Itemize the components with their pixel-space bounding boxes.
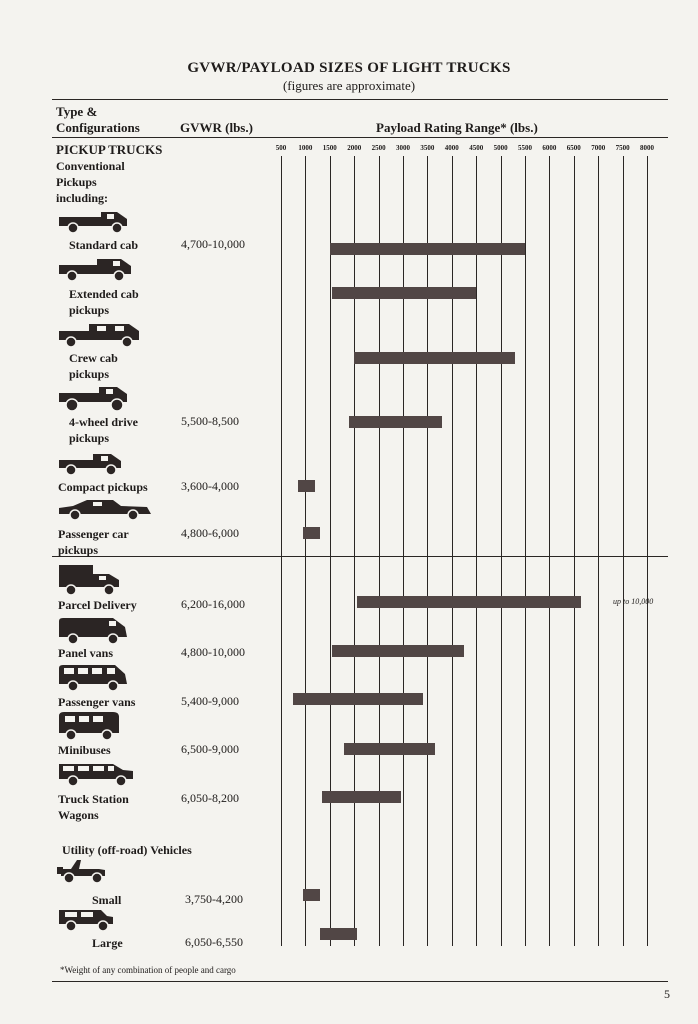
- vehicle-label: Passenger vans: [58, 695, 136, 709]
- gvwr-value: 3,750-4,200: [185, 892, 243, 906]
- gridline: [647, 156, 648, 946]
- vehicle-label: Compact pickups: [58, 480, 148, 494]
- tick-label: 500: [275, 144, 287, 152]
- vehicle-label: Standard cab: [69, 238, 139, 252]
- gridline: [549, 156, 550, 946]
- page-subtitle: (figures are approximate): [282, 78, 416, 93]
- payload-range-bar: [320, 928, 357, 940]
- gridline: [598, 156, 599, 946]
- section-pickups-line4: including:: [56, 191, 109, 205]
- gridline: [623, 156, 624, 946]
- section-pickups-heading: PICKUP TRUCKS: [56, 142, 163, 157]
- payload-range-bar: [303, 889, 320, 901]
- payload-range-bar: [349, 416, 442, 428]
- gridline: [452, 156, 453, 946]
- tick-label: 2000: [347, 144, 362, 152]
- payload-range-bar: [322, 791, 400, 803]
- vehicle-label: pickups: [69, 431, 110, 445]
- payload-range-bar: [344, 743, 434, 755]
- vehicle-label: pickups: [69, 303, 110, 317]
- vehicle-label: Parcel Delivery: [58, 598, 137, 612]
- tick-label: 3000: [396, 144, 410, 152]
- tick-label: 2500: [371, 144, 386, 152]
- bottom-rule: [52, 981, 668, 982]
- gvwr-value: 6,050-8,200: [181, 791, 239, 805]
- tick-label: 1000: [298, 144, 313, 152]
- tick-label: 7500: [615, 144, 630, 152]
- payload-range-bar: [303, 527, 320, 539]
- gvwr-value: 4,800-10,000: [181, 645, 245, 659]
- range-note: up to 10,000: [613, 597, 654, 606]
- tick-label: 4500: [469, 144, 484, 152]
- vehicle-label: Panel vans: [58, 646, 114, 660]
- tick-label: 7000: [591, 144, 606, 152]
- payload-range-bar: [293, 693, 422, 705]
- gridline: [330, 156, 331, 946]
- vehicle-label: Minibuses: [58, 743, 111, 757]
- payload-range-bar: [332, 645, 464, 657]
- tick-label: 5500: [518, 144, 532, 152]
- tick-label: 6500: [566, 144, 581, 152]
- vehicle-label: Wagons: [58, 808, 99, 822]
- tick-label: 3500: [420, 144, 435, 152]
- gvwr-value: 6,200-16,000: [181, 597, 245, 611]
- payload-range-bar: [330, 243, 525, 255]
- header-type-line2: Configurations: [56, 120, 140, 135]
- payload-range-bar: [354, 352, 515, 364]
- tick-label: 4000: [444, 144, 459, 152]
- section-utility-heading: Utility (off-road) Vehicles: [62, 843, 192, 857]
- header-rule: [52, 137, 668, 138]
- vehicle-label: pickups: [69, 367, 110, 381]
- gridline: [281, 156, 282, 946]
- header-type-line1: Type &: [56, 104, 98, 119]
- gridline: [427, 156, 428, 946]
- section-pickups-line2: Conventional: [56, 159, 125, 173]
- gvwr-value: 5,400-9,000: [181, 694, 239, 708]
- payload-range-bar: [332, 287, 476, 299]
- gridline: [354, 156, 355, 946]
- vehicle-label: Truck Station: [58, 792, 129, 806]
- gridline: [305, 156, 306, 946]
- page-title: GVWR/PAYLOAD SIZES OF LIGHT TRUCKS: [187, 60, 511, 76]
- gridline: [403, 156, 404, 946]
- section-pickups-line3: Pickups: [56, 175, 97, 189]
- tick-label: 8000: [640, 144, 654, 152]
- gvwr-value: 6,500-9,000: [181, 742, 239, 756]
- gvwr-value: 5,500-8,500: [181, 414, 239, 428]
- vehicle-label: Passenger car: [58, 527, 129, 541]
- gvwr-value: 4,800-6,000: [181, 526, 239, 540]
- top-rule: [52, 99, 668, 100]
- payload-range-bar: [298, 480, 315, 492]
- tick-label: 5000: [493, 144, 508, 152]
- gridline: [379, 156, 380, 946]
- gvwr-value: 3,600-4,000: [181, 479, 239, 493]
- gridline: [574, 156, 575, 946]
- page-number: 5: [664, 987, 670, 1001]
- header-gvwr: GVWR (lbs.): [180, 120, 253, 135]
- footnote: *Weight of any combination of people and cargo: [60, 965, 236, 975]
- gridline: [476, 156, 477, 946]
- tick-label: 1500: [322, 144, 337, 152]
- tick-label: 6000: [542, 144, 557, 152]
- gvwr-value: 4,700-10,000: [181, 237, 245, 251]
- gridline: [525, 156, 526, 946]
- vehicle-label: Crew cab: [69, 351, 118, 365]
- payload-range-bar: [357, 596, 581, 608]
- section-divider: [52, 556, 668, 557]
- gvwr-value: 6,050-6,550: [185, 935, 243, 949]
- jeep-icon: [57, 858, 157, 895]
- vehicle-label: Extended cab: [69, 287, 139, 301]
- vehicle-label: Large: [92, 936, 123, 950]
- header-payload: Payload Rating Range* (lbs.): [376, 120, 538, 135]
- vehicle-label: Small: [92, 893, 122, 907]
- vehicle-label: pickups: [58, 543, 99, 557]
- gridline: [501, 156, 502, 946]
- vehicle-label: 4-wheel drive: [69, 415, 138, 429]
